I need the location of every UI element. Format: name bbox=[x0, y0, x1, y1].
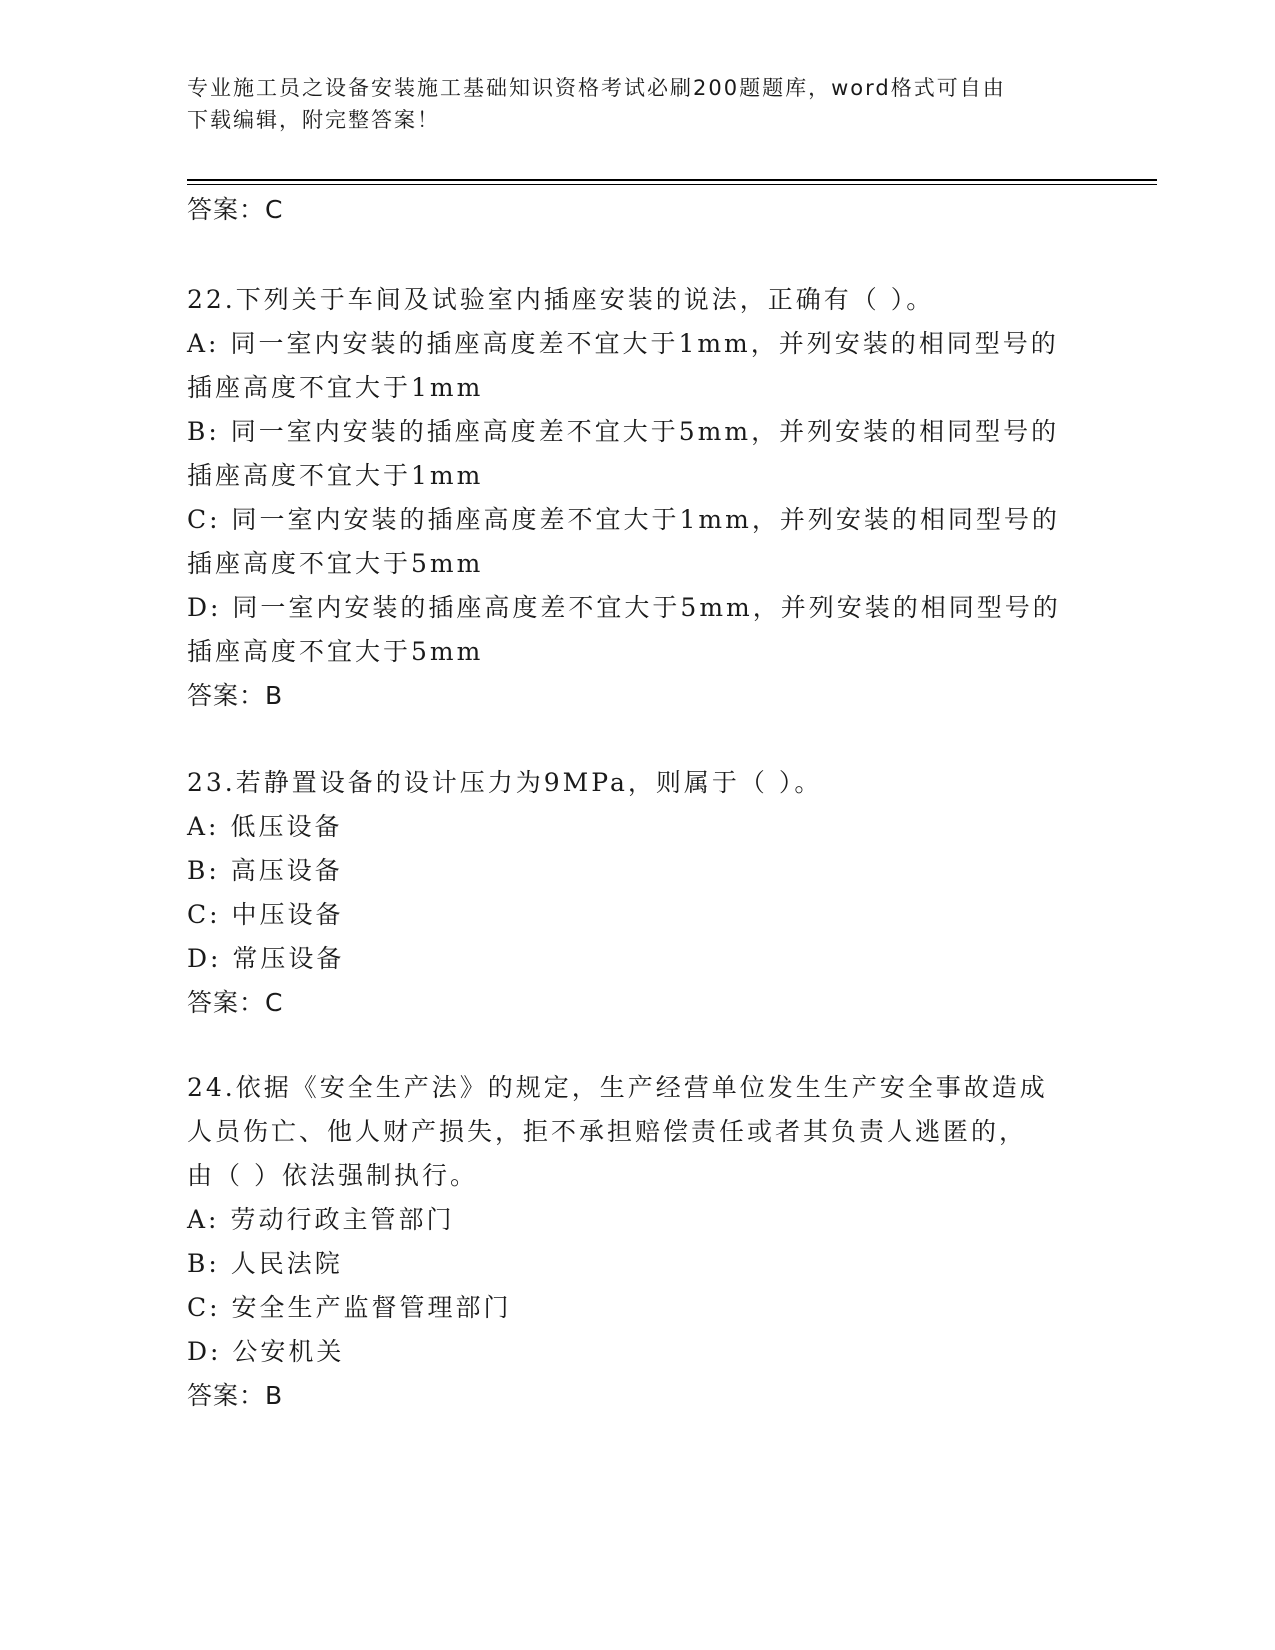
question-23-stem: 23.若静置设备的设计压力为9MPa，则属于（ ）。 bbox=[187, 768, 823, 797]
question-23-option-b: B: 高压设备 bbox=[187, 856, 343, 885]
question-24-option-c: C: 安全生产监督管理部门 bbox=[187, 1293, 512, 1322]
question-23-option-d: D: 常压设备 bbox=[187, 944, 345, 973]
question-22-stem: 22.下列关于车间及试验室内插座安装的说法，正确有（ ）。 bbox=[187, 285, 935, 314]
question-24-stem-cont-2: 由（ ）依法强制执行。 bbox=[187, 1161, 478, 1190]
question-24-option-d: D: 公安机关 bbox=[187, 1337, 345, 1366]
answer-prev: 答案：C bbox=[187, 195, 284, 224]
question-24-answer: 答案：B bbox=[187, 1381, 284, 1410]
question-22-option-d-cont: 插座高度不宜大于5mm bbox=[187, 637, 484, 666]
question-22-option-b: B: 同一室内安装的插座高度差不宜大于5mm，并列安装的相同型号的 bbox=[187, 417, 1060, 446]
question-22-option-b-cont: 插座高度不宜大于1mm bbox=[187, 461, 484, 490]
question-22-option-c-cont: 插座高度不宜大于5mm bbox=[187, 549, 484, 578]
question-24-option-a: A: 劳动行政主管部门 bbox=[187, 1205, 455, 1234]
question-23-answer: 答案：C bbox=[187, 988, 284, 1017]
question-22-option-c: C: 同一室内安装的插座高度差不宜大于1mm，并列安装的相同型号的 bbox=[187, 505, 1060, 534]
question-24-stem: 24.依据《安全生产法》的规定，生产经营单位发生生产安全事故造成 bbox=[187, 1073, 1048, 1102]
question-22-option-a: A: 同一室内安装的插座高度差不宜大于1mm，并列安装的相同型号的 bbox=[187, 329, 1059, 358]
question-22-option-d: D: 同一室内安装的插座高度差不宜大于5mm，并列安装的相同型号的 bbox=[187, 593, 1061, 622]
question-23-option-a: A: 低压设备 bbox=[187, 812, 343, 841]
question-22-option-a-cont: 插座高度不宜大于1mm bbox=[187, 373, 484, 402]
question-23-option-c: C: 中压设备 bbox=[187, 900, 344, 929]
question-22-answer: 答案：B bbox=[187, 681, 284, 710]
header-line-1: 专业施工员之设备安装施工基础知识资格考试必刷200题题库，word格式可自由 bbox=[187, 76, 1006, 100]
question-24-stem-cont-1: 人员伤亡、他人财产损失，拒不承担赔偿责任或者其负责人逃匿的， bbox=[187, 1117, 1028, 1146]
header-rule-thick bbox=[187, 179, 1157, 181]
question-24-option-b: B: 人民法院 bbox=[187, 1249, 343, 1278]
header-rule-thin bbox=[187, 184, 1157, 185]
header-line-2: 下载编辑，附完整答案！ bbox=[187, 108, 440, 132]
document-header bbox=[187, 72, 1067, 136]
